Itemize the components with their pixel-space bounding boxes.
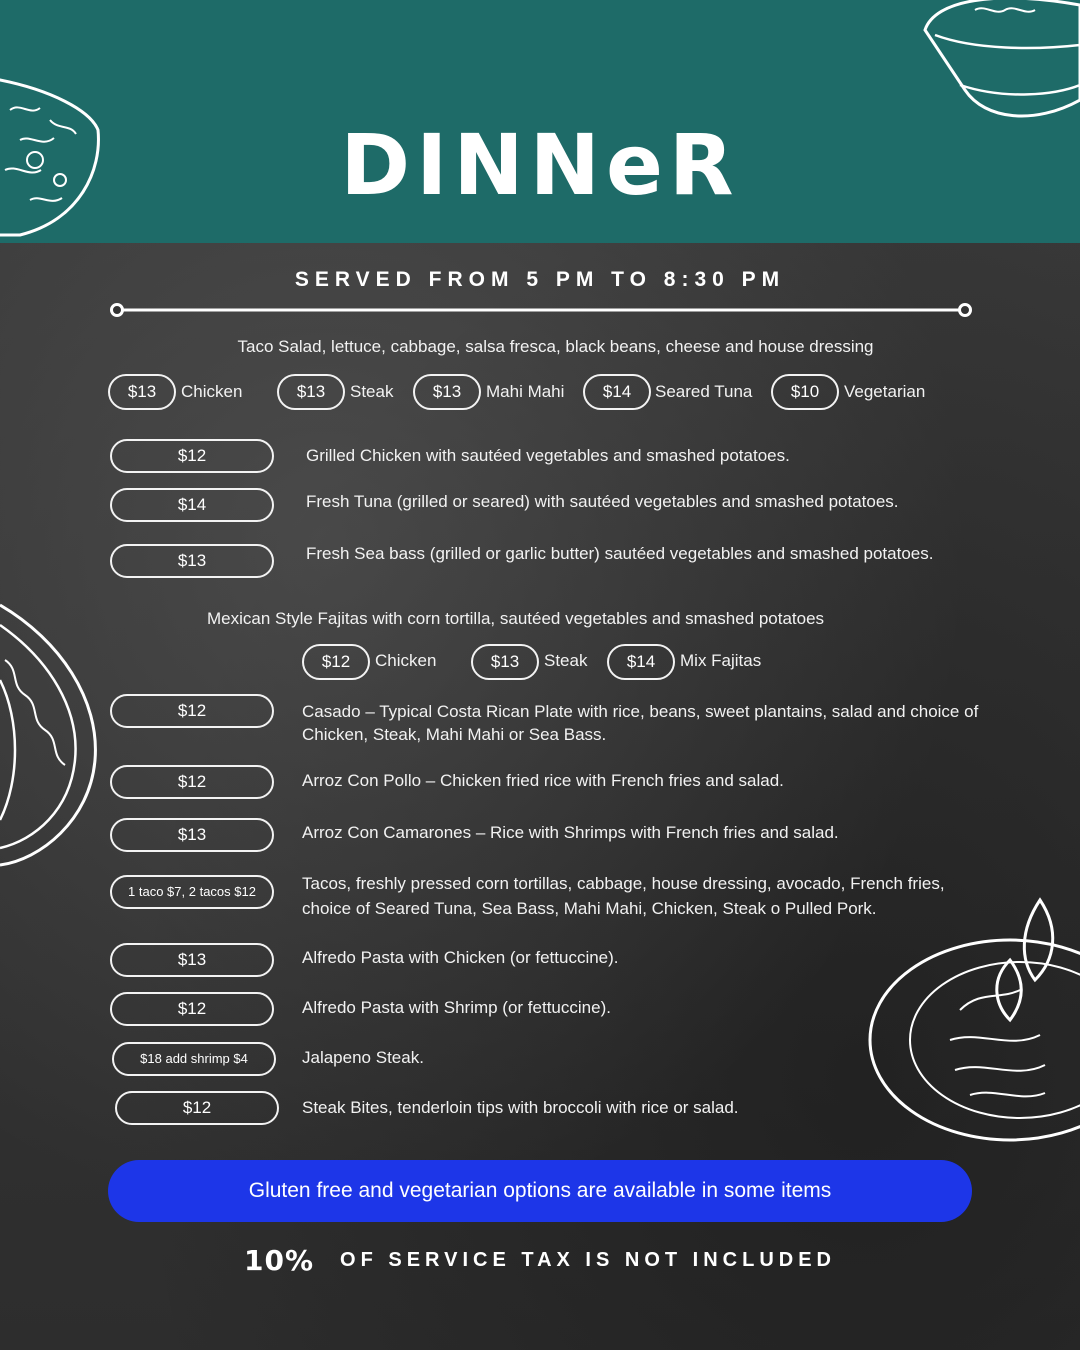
menu-item-description: Grilled Chicken with sautéed vegetables and smashed potatoes.	[306, 446, 790, 465]
price-badge: $12	[110, 439, 274, 473]
menu-item-description: Steak Bites, tenderloin tips with broccoli with rice or salad.	[302, 1098, 739, 1117]
menu-item-description: Casado – Typical Costa Rican Plate with rice, beans, sweet plantains, salad and choice of Chicken, Steak, Mahi Mahi or Sea Bass.	[302, 702, 979, 744]
price-badge: $13	[108, 374, 176, 410]
served-hours: SERVED FROM 5 PM TO 8:30 PM	[294, 268, 786, 291]
menu-item-description: Alfredo Pasta with Shrimp (or fettuccine).	[302, 998, 611, 1017]
option-label: Seared Tuna	[655, 382, 753, 401]
price-badge: $10	[771, 374, 839, 410]
option-label: Chicken	[181, 382, 243, 401]
price-badge: $18 add shrimp $4	[112, 1042, 276, 1076]
option-label: Chicken	[375, 651, 437, 670]
price-badge: $13	[110, 943, 274, 977]
price-badge: 1 taco $7, 2 tacos $12	[110, 875, 274, 909]
price-badge: $13	[110, 544, 274, 578]
service-tax-note	[0, 1244, 1080, 1277]
price-badge: $12	[110, 992, 274, 1026]
price-badge: $14	[583, 374, 651, 410]
menu-item-description: Fresh Tuna (grilled or seared) with sautéed vegetables and smashed potatoes.	[306, 492, 899, 511]
price-badge: $13	[110, 818, 274, 852]
tax-percent: 10%	[244, 1244, 315, 1277]
option-label: Mix Fajitas	[680, 651, 762, 670]
price-badge: $12	[110, 694, 274, 728]
option-label: Mahi Mahi	[486, 382, 565, 401]
taco-salad-description: Taco Salad, lettuce, cabbage, salsa fresca, black beans, cheese and house dressing	[237, 337, 874, 356]
price-badge: $12	[110, 765, 274, 799]
header-band	[0, 0, 1080, 243]
dietary-options-banner: Gluten free and vegetarian options are available in some items	[108, 1160, 972, 1222]
price-badge: $14	[607, 644, 675, 680]
price-badge: $13	[471, 644, 539, 680]
divider-line	[110, 302, 974, 318]
menu-item-description: Tacos, freshly pressed corn tortillas, cabbage, house dressing, avocado, French fries, choice of Seared Tuna, Sea Bass, Mahi Mahi, Chicken, Steak o Pulled Pork.	[302, 874, 945, 918]
menu-item-description: Arroz Con Camarones – Rice with Shrimps with French fries and salad.	[302, 823, 839, 842]
taco-illustration	[0, 600, 105, 870]
price-badge: $12	[115, 1091, 279, 1125]
fajitas-description: Mexican Style Fajitas with corn tortilla, sautéed vegetables and smashed potatoes	[207, 609, 825, 628]
menu-item-description: Alfredo Pasta with Chicken (or fettuccine).	[302, 948, 619, 967]
price-badge: $13	[277, 374, 345, 410]
pie-illustration	[915, 0, 1080, 130]
price-badge: $14	[110, 488, 274, 522]
price-badge: $12	[302, 644, 370, 680]
menu-item-description: Jalapeno Steak.	[302, 1048, 424, 1067]
tax-text: OF SERVICE TAX IS NOT INCLUDED	[340, 1249, 836, 1271]
price-badge: $13	[413, 374, 481, 410]
page-title: DINNeR	[340, 116, 740, 214]
option-label: Steak	[544, 651, 588, 670]
menu-item-description: Fresh Sea bass (grilled or garlic butter) sautéed vegetables and smashed potatoes.	[306, 544, 934, 563]
menu-item-description: Arroz Con Pollo – Chicken fried rice with French fries and salad.	[302, 771, 784, 790]
option-label: Steak	[350, 382, 394, 401]
option-label: Vegetarian	[844, 382, 926, 401]
